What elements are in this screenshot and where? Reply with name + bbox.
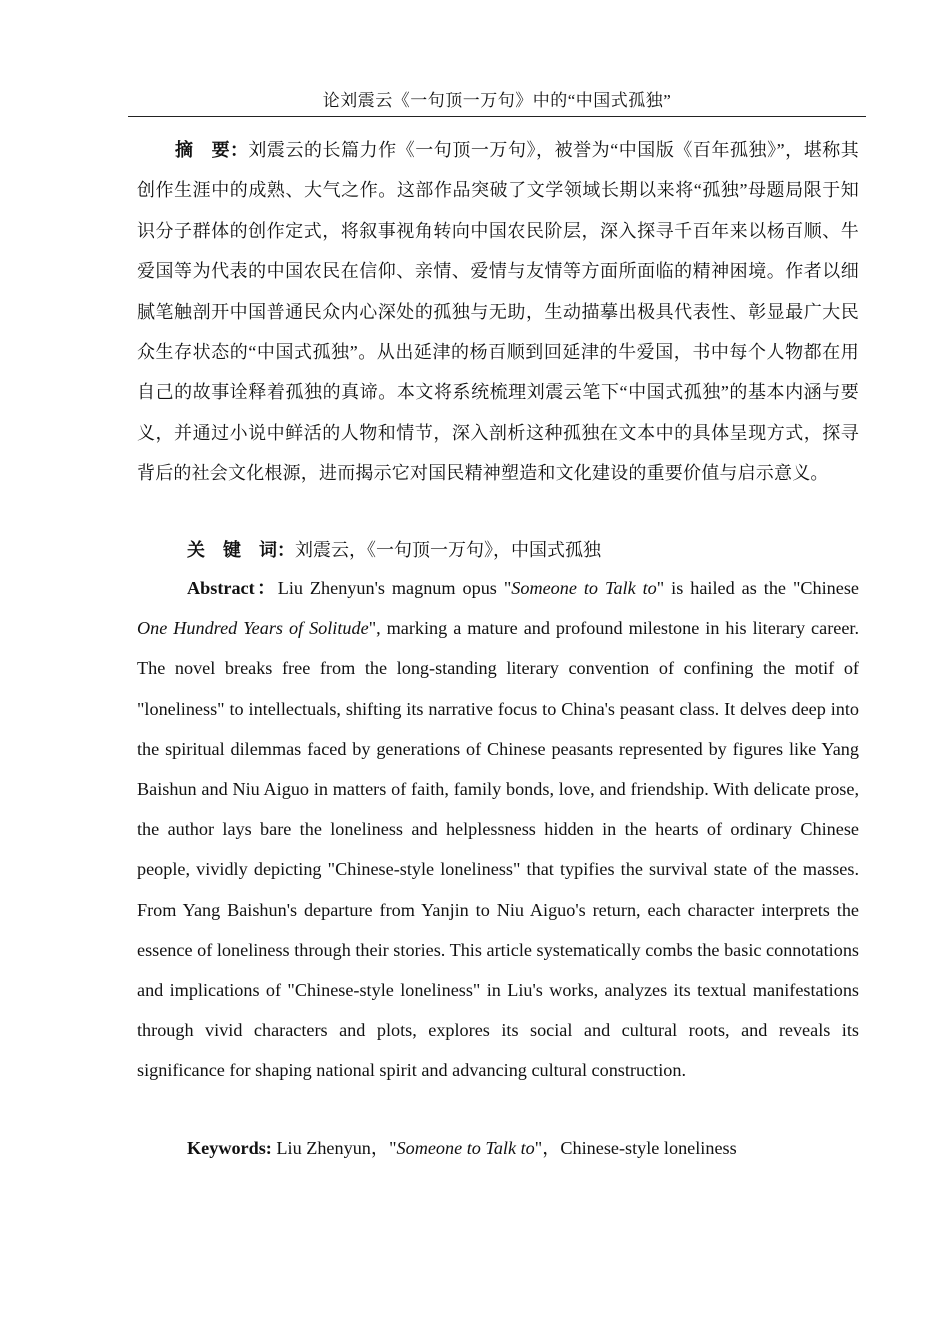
english-abstract [137, 568, 859, 1091]
english-keywords-segment: "，Chinese-style loneliness [534, 1138, 737, 1158]
chinese-abstract-label: 摘 要： [175, 140, 249, 160]
chinese-abstract-text: 刘震云的长篇力作《一句顶一万句》，被誉为“中国版《百年孤独》”，堪称其创作生涯中的成熟、大气之作。这部作品突破了文学领域长期以来将“孤独”母题局限于知识分子群体的创作定式，将叙事视角转向中国农民阶层，深入探寻千百年来以杨百顺、牛爱国等为代表的中国农民在信仰、亲情、爱情与友情等方面所面临的精神困境。作者以细腻笔触剖开中国普通民众内心深处的孤独与无助，生动描摹出极具代表性、彰显最广大民众生存状态的“中国式孤独”。从出延津的杨百顺到回延津的牛爱国，书中每个人物都在用自己的故事诠释着孤独的真谛。本文将系统梳理刘震云笔下“中国式孤独”的基本内涵与要义，并通过小说中鲜活的人物和情节，深入剖析这种孤独在文本中的具体呈现方式，探寻背后的社会文化根源，进而揭示它对国民精神塑造和文化建设的重要价值与启示意义。 [137, 140, 859, 484]
book-title-english: Someone to Talk to [511, 578, 657, 598]
keyword-book-title: Someone to Talk to [396, 1138, 535, 1158]
english-abstract-segment: " is hailed as the "Chinese [656, 578, 859, 598]
english-abstract-segment: ", marking a mature and profound milestone in his literary career. The novel breaks free from the long-standing literary convention of confining the motif of "loneliness" to intellectuals, shifting its narrative focus to China's peasant class. It delves deep into the spiritual dilemmas faced by generations of Chinese peasants represented by figures like Yang Baishun and Niu Aiguo in matters of faith, family bonds, love, and friendship. With delicate prose, the author lays bare the loneliness and helplessness hidden in the hearts of ordinary Chinese people, vividly depicting "Chinese-style loneliness" that typifies the survival state of the masses. From Yang Baishun's departure from Yanjin to Niu Aiguo's return, each character interprets the essence of loneliness through their stories. This article systematically combs the basic connotations and implications of "Chinese-style loneliness" in Liu's works, analyzes its textual manifestations through vivid characters and plots, explores its social and cultural roots, and reveals its significance for shaping national spirit and advancing cultural construction. [137, 618, 859, 1081]
english-abstract-segment: Liu Zhenyun's magnum opus " [277, 578, 512, 598]
chinese-keywords-label: 关 键 词： [187, 540, 295, 560]
header-rule [128, 116, 866, 117]
chinese-keywords-text: 刘震云，《一句顶一万句》，中国式孤独 [295, 540, 601, 560]
running-header: 论刘震云《一句顶一万句》中的“中国式孤独” [322, 91, 672, 110]
chinese-abstract [137, 130, 859, 494]
english-abstract-label: Abstract： [187, 578, 278, 598]
chinese-keywords [137, 532, 859, 568]
english-keywords-label: Keywords: [187, 1138, 272, 1158]
referenced-book-title: One Hundred Years of Solitude [137, 618, 369, 639]
english-keywords [137, 1130, 859, 1166]
english-keywords-segment: Liu Zhenyun，" [271, 1138, 397, 1158]
